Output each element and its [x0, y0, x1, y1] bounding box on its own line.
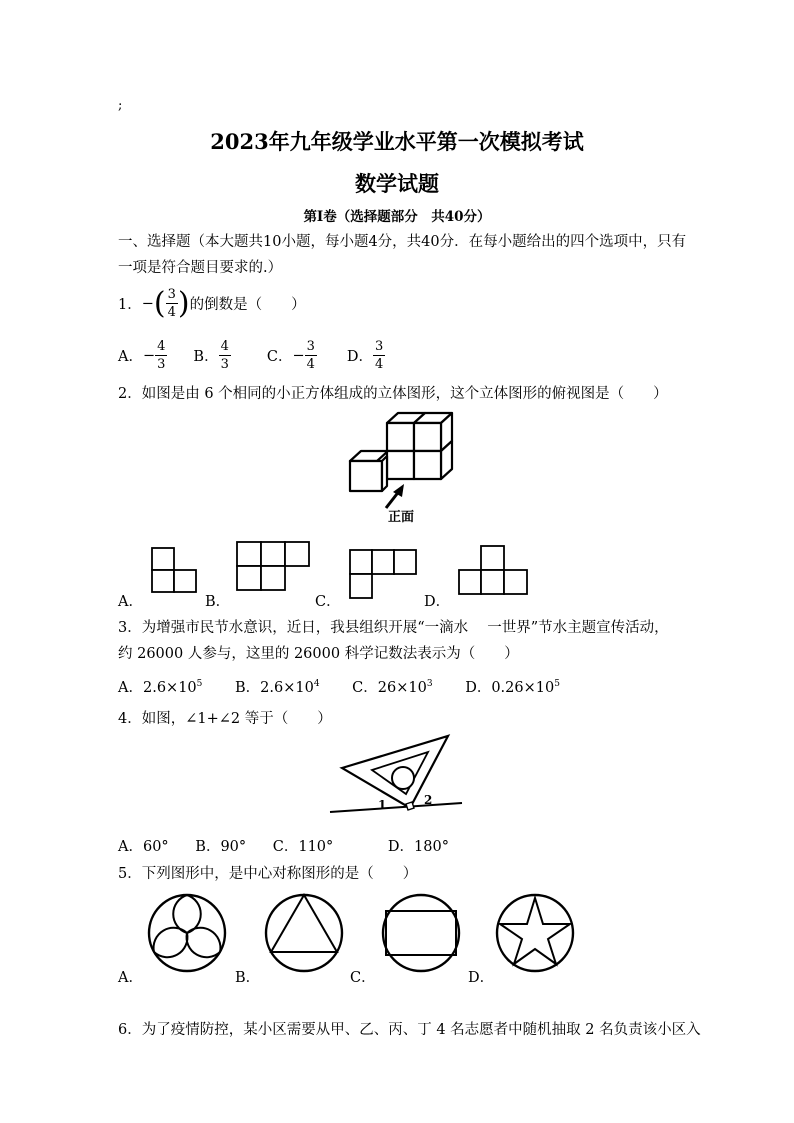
section-heading: 第Ⅰ卷（选择题部分 共40分） — [303, 209, 491, 225]
question-4: 4．如图，∠1+∠2 等于（ ） — [118, 711, 332, 727]
star-icon — [500, 898, 570, 964]
option-fraction — [373, 340, 385, 371]
cube-front — [387, 451, 414, 479]
question-5: 5．下列图形中，是中心对称图形的是（ ） — [118, 866, 418, 882]
question-6: 6．为了疫情防控，某小区需要从甲、乙、丙、丁 4 名志愿者中随机抽取 2 名负责该小区入 — [118, 1022, 701, 1038]
fraction-num: 4 — [157, 339, 166, 354]
q1-suffix: 的倒数是（ ） — [189, 297, 306, 313]
q2-option-c-label[interactable]: C． — [315, 594, 341, 610]
angle-2-label: 2 — [424, 793, 433, 807]
base-line — [330, 803, 462, 812]
right-angle-mark — [406, 802, 414, 810]
fraction-den: 3 — [157, 357, 166, 372]
set-square-hole — [392, 767, 414, 789]
q2-option-a-label[interactable]: A． — [118, 594, 143, 610]
option-label: D． — [346, 349, 374, 365]
q1-minus: − — [141, 295, 154, 312]
fraction-den: 4 — [375, 357, 384, 372]
q2-option-d-figure[interactable] — [457, 544, 529, 598]
cube-front — [387, 423, 414, 451]
q5-option-d-label[interactable]: D． — [468, 970, 495, 986]
q1-option-c[interactable] — [267, 340, 317, 371]
option-label: B． — [193, 349, 219, 365]
option-label: D． — [465, 680, 492, 696]
instructions-line-1: 一、选择题（本大题共10小题，每小题4分，共40分．在每小题给出的四个选项中，只有 — [118, 234, 687, 250]
right-paren: ) — [177, 285, 190, 321]
q5-option-b-figure[interactable] — [263, 892, 347, 976]
q1-option-d[interactable] — [347, 340, 385, 371]
q3-options — [118, 676, 588, 697]
q4-option-d[interactable]: D．180° — [387, 839, 449, 855]
q2-option-b-label[interactable]: B． — [205, 594, 231, 610]
option-label: B． — [235, 680, 261, 696]
q4-option-a[interactable]: A．60° — [118, 839, 169, 855]
q3-option-c[interactable] — [352, 676, 432, 697]
fraction-num: 3 — [375, 339, 384, 354]
option-base: 2.6×10 — [260, 680, 314, 696]
option-exponent: 5 — [554, 679, 560, 690]
option-fraction — [219, 340, 231, 371]
option-base: 0.26×10 — [491, 680, 555, 696]
option-label: A． — [118, 680, 143, 696]
q4-options — [118, 835, 477, 856]
question-2: 2．如图是由 6 个相同的小正方体组成的立体图形，这个立体图形的俯视图是（ ） — [118, 386, 668, 402]
option-label: C． — [266, 349, 293, 365]
q2-option-b-figure[interactable] — [235, 540, 311, 594]
exam-title: 2023年九年级学业水平第一次模拟考试 — [210, 129, 584, 154]
q2-option-a-figure[interactable] — [150, 546, 200, 596]
option-sign: − — [292, 347, 305, 364]
q4-option-c[interactable]: C．110° — [272, 839, 334, 855]
front-label: 正面 — [388, 510, 415, 525]
q1-number: 1． — [118, 297, 142, 313]
cube-front — [414, 423, 441, 451]
angle-1-label: 1 — [378, 798, 387, 812]
option-exponent: 4 — [313, 679, 320, 690]
cube-front — [350, 461, 382, 491]
cube-front — [414, 451, 441, 479]
q5-option-a-label[interactable]: A． — [118, 970, 143, 986]
q1-options — [118, 340, 413, 371]
option-base: 26×10 — [377, 680, 427, 696]
q3-option-d[interactable] — [465, 676, 560, 697]
q1-fraction-num: 3 — [167, 287, 176, 302]
triangle-ruler-figure — [330, 732, 470, 822]
q1-fraction — [166, 288, 178, 319]
q2-option-c-figure[interactable] — [348, 548, 418, 600]
fraction-num: 4 — [220, 339, 229, 354]
q1-option-a[interactable] — [118, 340, 167, 371]
instructions-line-2: 一项是符合题目要求的.） — [118, 260, 283, 276]
q3-option-b[interactable] — [235, 676, 320, 697]
q5-option-c-label[interactable]: C． — [350, 970, 376, 986]
option-exponent: 5 — [196, 679, 203, 690]
q2-option-d-label[interactable]: D． — [424, 594, 451, 610]
q1-option-b[interactable] — [193, 340, 230, 371]
exam-subtitle: 数学试题 — [355, 171, 439, 196]
option-fraction — [305, 340, 317, 371]
q5-option-a-figure[interactable] — [146, 892, 230, 976]
option-sign: − — [142, 347, 156, 364]
question-3-line-2: 约 26000 人参与，这里的 26000 科学记数法表示为（ ） — [118, 646, 519, 662]
fraction-den: 4 — [306, 357, 315, 372]
option-fraction — [155, 340, 167, 371]
header-mark: ; — [118, 98, 123, 113]
q3-option-a[interactable] — [118, 676, 202, 697]
option-base: 2.6×10 — [142, 680, 197, 696]
fraction-num: 3 — [306, 339, 315, 354]
option-exponent: 3 — [426, 679, 433, 690]
option-label: C． — [352, 680, 378, 696]
left-paren: ( — [153, 285, 166, 321]
question-1 — [118, 285, 306, 321]
option-label: A． — [118, 349, 143, 365]
question-3-line-1: 3．为增强市民节水意识，近日，我县组织开展“一滴水 一世界”节水主题宣传活动， — [118, 620, 669, 636]
q5-option-d-figure[interactable] — [494, 892, 578, 976]
q4-option-b[interactable]: B．90° — [195, 839, 247, 855]
q5-option-b-label[interactable]: B． — [235, 970, 261, 986]
q5-option-c-figure[interactable] — [380, 892, 464, 976]
q1-fraction-den: 4 — [167, 305, 176, 320]
fraction-den: 3 — [220, 357, 229, 372]
